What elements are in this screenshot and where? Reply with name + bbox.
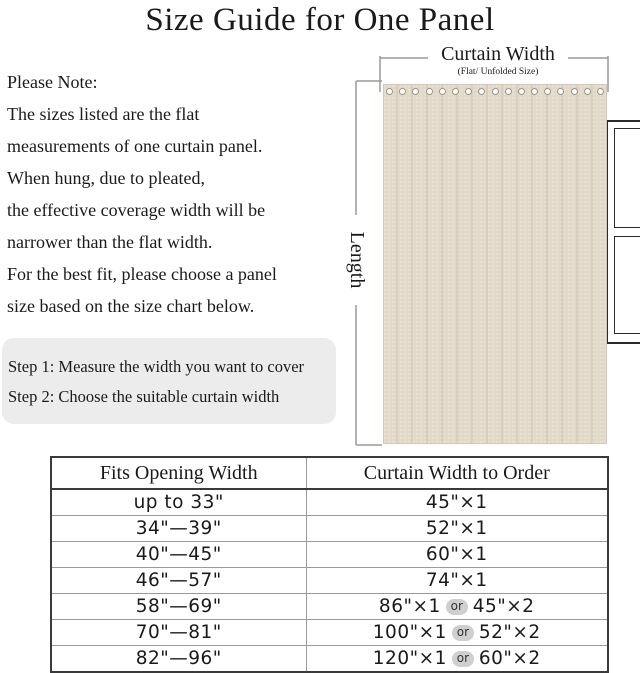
order-width-cell <box>306 594 608 620</box>
order-width-cell <box>306 489 608 516</box>
window-pane-top <box>614 128 640 228</box>
window-frame-illustration <box>606 120 640 344</box>
length-label: Length <box>345 215 369 305</box>
step-2: Step 2: Choose the suitable curtain width <box>8 387 280 406</box>
opening-width-cell: 46"—57" <box>51 568 306 594</box>
table-header-row <box>51 457 608 489</box>
steps-box <box>2 338 336 424</box>
curtain-width-sublabel: (Flat/ Unfolded Size) <box>457 67 539 77</box>
note-line: For the best fit, please choose a panel <box>7 264 277 284</box>
note-block <box>7 66 347 322</box>
order-option: 120"×1 <box>372 648 447 669</box>
opening-width-cell: up to 33" <box>51 489 306 516</box>
size-chart-table <box>50 456 609 673</box>
order-width-cell <box>306 568 608 594</box>
table-row <box>51 489 608 516</box>
curtain-panel-illustration <box>383 84 607 444</box>
order-option: 52"×2 <box>478 622 541 643</box>
order-width-cell <box>306 516 608 542</box>
header-fits-opening-width: Fits Opening Width <box>51 457 306 489</box>
order-option: 45"×1 <box>425 492 488 513</box>
size-chart-body <box>51 489 608 672</box>
note-line: The sizes listed are the flat <box>7 104 200 124</box>
order-width-cell <box>306 620 608 646</box>
opening-width-cell: 34"—39" <box>51 516 306 542</box>
order-option: 60"×2 <box>478 648 541 669</box>
window-pane-bottom <box>614 236 640 334</box>
table-row <box>51 646 608 673</box>
note-line: measurements of one curtain panel. <box>7 136 263 156</box>
table-row <box>51 542 608 568</box>
order-option: 86"×1 <box>378 596 441 617</box>
or-badge: or <box>452 651 474 667</box>
order-option: 74"×1 <box>425 570 488 591</box>
note-line: size based on the size chart below. <box>7 296 255 316</box>
opening-width-cell: 82"—96" <box>51 646 306 673</box>
page-title: Size Guide for One Panel <box>145 2 495 38</box>
opening-width-cell: 70"—81" <box>51 620 306 646</box>
table-row <box>51 594 608 620</box>
or-badge: or <box>452 625 474 641</box>
order-option: 52"×1 <box>425 518 488 539</box>
opening-width-cell: 58"—69" <box>51 594 306 620</box>
or-badge: or <box>446 599 468 615</box>
table-row <box>51 620 608 646</box>
order-option: 45"×2 <box>472 596 535 617</box>
header-curtain-width-to-order: Curtain Width to Order <box>306 457 608 489</box>
note-heading: Please Note: <box>7 72 98 92</box>
note-line: narrower than the flat width. <box>7 232 213 252</box>
order-width-cell <box>306 646 608 673</box>
curtain-width-label: Curtain Width <box>428 43 568 65</box>
order-option: 100"×1 <box>372 622 447 643</box>
table-row <box>51 516 608 542</box>
step-1: Step 1: Measure the width you want to cover <box>8 357 305 376</box>
order-option: 60"×1 <box>425 544 488 565</box>
note-line: the effective coverage width will be <box>7 200 266 220</box>
order-width-cell <box>306 542 608 568</box>
note-line: When hung, due to pleated, <box>7 168 205 188</box>
table-row <box>51 568 608 594</box>
opening-width-cell: 40"—45" <box>51 542 306 568</box>
